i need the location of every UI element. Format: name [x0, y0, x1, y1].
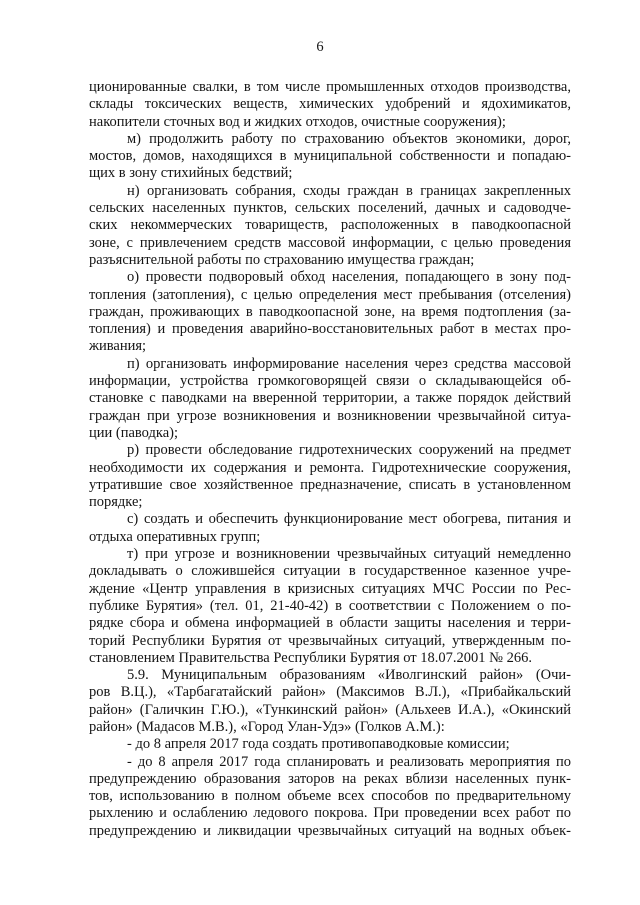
text-line: зоне, с привлечением средств массовой информации, с целью проведения — [89, 234, 571, 251]
text-line: рядке сбора и обмена информацией в области защиты населения и терри- — [89, 615, 571, 632]
text-line: становке с паводками на вверенной территории, а также порядок действий — [89, 390, 571, 407]
text-line: информации, устройства громкоговорящей связи о складывающейся об- — [89, 373, 571, 390]
text-line: район» (Галичкин Г.Ю.), «Тункинский район» (Альхеев И.А.), «Окинский — [89, 701, 571, 718]
text-line: становлением Правительства Республики Бурятия от 18.07.2001 № 266. — [89, 649, 532, 666]
text-line: живания; — [89, 338, 147, 355]
text-line: порядке; — [89, 494, 143, 511]
text-line: ционированные свалки, в том числе промышленных отходов производства, — [89, 79, 571, 95]
document-body — [89, 79, 571, 840]
item-t-reporting — [89, 546, 571, 667]
text-line: с) создать и обеспечить функционирование мест обогрева, питания и — [127, 511, 571, 528]
text-line: торий Республики Бурятия от чрезвычайных ситуаций, утвержденным по- — [89, 632, 571, 649]
bullet-flood-commissions — [89, 736, 571, 753]
text-line: ции (паводка); — [89, 424, 179, 441]
text-line: накопители сточных вод и жидких отходов, очистные сооружения); — [89, 113, 506, 130]
item-s-heating-points — [89, 511, 571, 546]
text-line: топления (затопления), с целью определения мест пребывания (отселения) — [89, 286, 571, 303]
text-line: сельских населенных пунктов, сельских поселений, дачных и садоводче- — [89, 200, 571, 217]
item-p-informing — [89, 356, 571, 442]
clause-5-9 — [89, 667, 571, 736]
text-line: м) продолжить работу по страхованию объектов экономики, дорог, — [127, 130, 571, 147]
text-line: н) организовать собрания, сходы граждан в границах закрепленных — [127, 182, 571, 199]
text-line: граждан, проживающих в паводкоопасной зоне, на время подтопления (за- — [89, 303, 571, 320]
item-o-door-to-door — [89, 269, 571, 355]
text-line: склады токсических веществ, химических удобрений и ядохимикатов, — [89, 96, 571, 113]
text-line: необходимости их содержания и ремонта. Гидротехнические сооружения, — [89, 459, 571, 476]
text-line: щих в зону стихийных бедствий; — [89, 165, 293, 182]
text-line: разъяснительной работы по страхованию имущества граждан; — [89, 251, 475, 268]
text-line: предупреждению образования заторов на реках вблизи населенных пунк- — [89, 770, 571, 787]
text-line: - до 8 апреля 2017 года создать противопаводковые комиссии; — [127, 736, 510, 753]
text-line: р) провести обследование гидротехнических сооружений на предмет — [127, 442, 571, 459]
text-line: предупреждению и ликвидации чрезвычайных ситуаций на водных объек- — [89, 822, 571, 839]
text-line: ждение «Центр управления в кризисных ситуациях МЧС России по Рес- — [89, 580, 571, 597]
text-line: утратившие свое хозяйственное предназначение, списать в установленном — [89, 476, 571, 493]
paragraph-continued — [89, 79, 571, 131]
item-r-hydro-survey — [89, 442, 571, 511]
text-line: район» (Мадасов М.В.), «Город Улан-Удэ» (Голков А.М.): — [89, 718, 445, 735]
item-n-meetings — [89, 183, 571, 269]
text-line: ров В.Ц.), «Тарбагатайский район» (Максимов В.Л.), «Прибайкальский — [89, 684, 571, 701]
text-line: мостов, домов, находящихся в муниципальной собственности и попадаю- — [89, 148, 571, 165]
text-line: о) провести подворовый обход населения, попадающего в зону под- — [127, 269, 571, 286]
item-m-insurance — [89, 131, 571, 183]
text-line: - до 8 апреля 2017 года спланировать и реализовать мероприятия по — [127, 753, 571, 770]
text-line: рыхлению и ослаблению ледового покрова. При проведении всех работ по — [89, 805, 571, 822]
text-line: публике Бурятия» (тел. 01, 21-40-42) в соответствии с Положением о по- — [89, 597, 571, 614]
text-line: 5.9. Муниципальным образованиям «Иволгинский район» (Очи- — [127, 667, 571, 684]
text-line: отдыха оперативных групп; — [89, 528, 261, 545]
bullet-ice-jam-measures — [89, 754, 571, 840]
text-line: докладывать о сложившейся ситуации в государственное казенное учре- — [89, 563, 571, 580]
text-line: граждан при угрозе возникновения и возникновении чрезвычайной ситуа- — [89, 407, 571, 424]
text-line: тов, использованию в полном объеме всех способов по предварительному — [89, 788, 571, 805]
text-line: топления) и проведения аварийно-восстановительных работ в местах про- — [89, 321, 571, 338]
text-line: т) при угрозе и возникновении чрезвычайных ситуаций немедленно — [127, 546, 571, 563]
page-number: 6 — [316, 39, 324, 55]
text-line: ских некоммерческих товариществ, расположенных в паводкоопасной — [89, 217, 571, 234]
text-line: п) организовать информирование населения через средства массовой — [127, 355, 571, 372]
